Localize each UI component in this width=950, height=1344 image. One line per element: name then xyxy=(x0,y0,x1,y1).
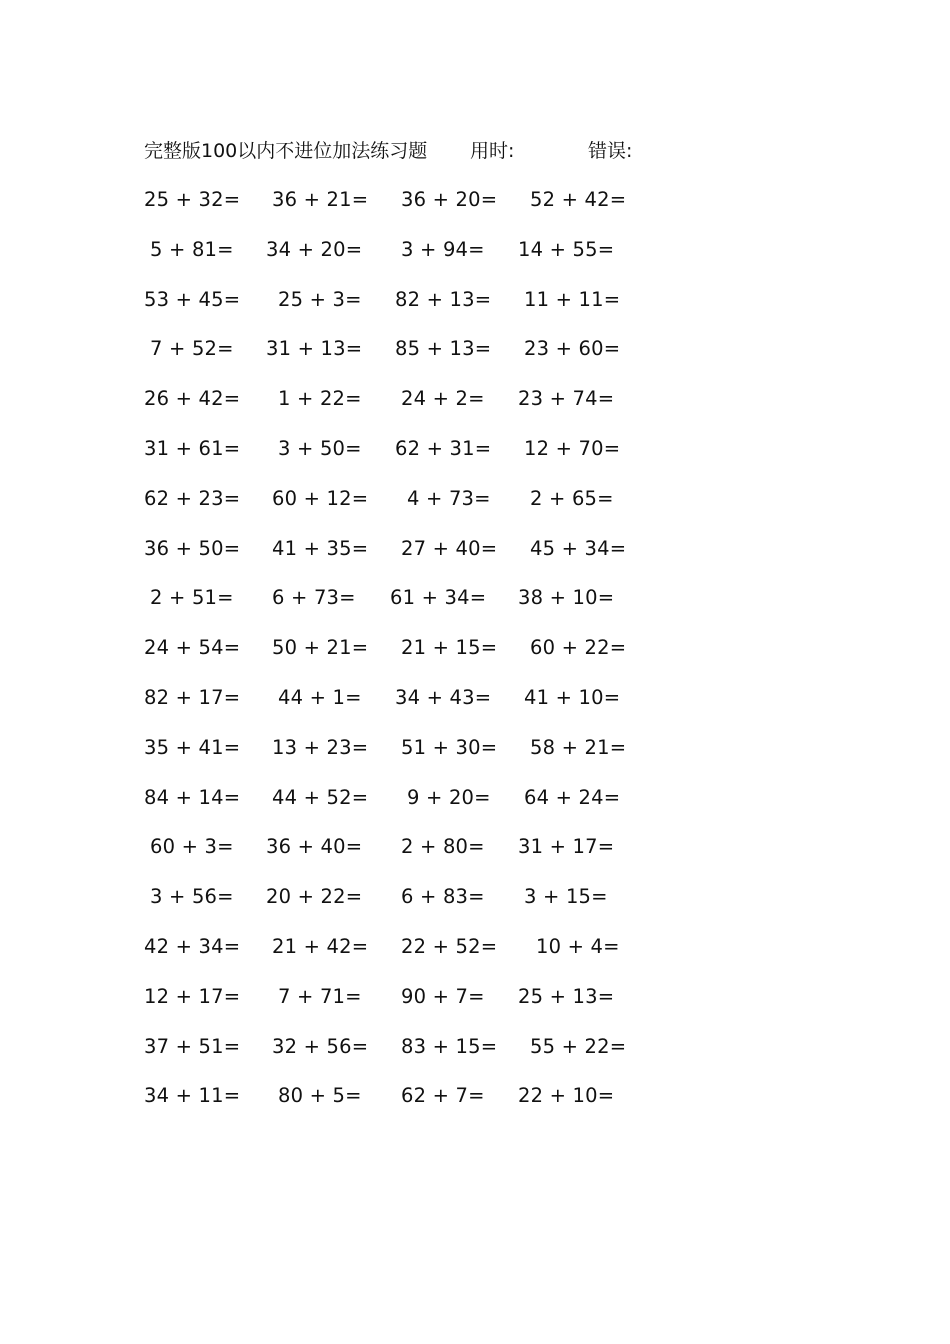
problem-cell: 31 + 13= xyxy=(266,337,363,361)
problem-cell: 50 + 21= xyxy=(272,636,369,660)
problem-row xyxy=(144,183,664,233)
problem-cell: 5 + 81= xyxy=(150,237,234,261)
problem-cell: 60 + 22= xyxy=(530,636,627,660)
time-label: 用时: xyxy=(470,140,515,162)
problem-grid xyxy=(144,183,664,1129)
problem-cell: 6 + 73= xyxy=(272,586,356,610)
problem-cell: 44 + 1= xyxy=(278,685,362,709)
problem-cell: 25 + 3= xyxy=(278,287,362,311)
problem-cell: 24 + 2= xyxy=(401,387,485,411)
problem-cell: 25 + 13= xyxy=(518,984,615,1008)
problem-row xyxy=(144,681,664,731)
problem-cell: 60 + 3= xyxy=(150,835,234,859)
problem-row xyxy=(144,581,664,631)
problem-cell: 62 + 23= xyxy=(144,486,241,510)
problem-cell: 21 + 42= xyxy=(272,934,369,958)
problem-cell: 3 + 94= xyxy=(401,237,485,261)
problem-cell: 21 + 15= xyxy=(401,636,498,660)
problem-cell: 44 + 52= xyxy=(272,785,369,809)
problem-cell: 41 + 10= xyxy=(524,685,621,709)
worksheet-title: 完整版100以内不进位加法练习题 xyxy=(144,140,428,162)
problem-cell: 85 + 13= xyxy=(395,337,492,361)
problem-cell: 36 + 50= xyxy=(144,536,241,560)
problem-cell: 83 + 15= xyxy=(401,1034,498,1058)
problem-cell: 62 + 7= xyxy=(401,1084,485,1108)
problem-cell: 7 + 71= xyxy=(278,984,362,1008)
problem-cell: 90 + 7= xyxy=(401,984,485,1008)
problem-cell: 27 + 40= xyxy=(401,536,498,560)
problem-cell: 2 + 80= xyxy=(401,835,485,859)
problem-cell: 32 + 56= xyxy=(272,1034,369,1058)
problem-row xyxy=(144,332,664,382)
problem-row xyxy=(144,781,664,831)
problem-cell: 37 + 51= xyxy=(144,1034,241,1058)
problem-cell: 31 + 17= xyxy=(518,835,615,859)
problem-cell: 23 + 74= xyxy=(518,387,615,411)
problem-cell: 34 + 20= xyxy=(266,237,363,261)
problem-cell: 25 + 32= xyxy=(144,188,241,211)
problem-cell: 2 + 65= xyxy=(530,486,614,510)
problem-row xyxy=(144,731,664,781)
problem-cell: 12 + 70= xyxy=(524,436,621,460)
problem-cell: 1 + 22= xyxy=(278,387,362,411)
problem-cell: 2 + 51= xyxy=(150,586,234,610)
problem-row xyxy=(144,382,664,432)
problem-cell: 12 + 17= xyxy=(144,984,241,1008)
problem-cell: 7 + 52= xyxy=(150,337,234,361)
problem-row xyxy=(144,1030,664,1080)
problem-cell: 3 + 50= xyxy=(278,436,362,460)
problem-cell: 9 + 20= xyxy=(407,785,491,809)
problem-cell: 36 + 20= xyxy=(401,188,498,211)
problem-cell: 61 + 34= xyxy=(390,586,487,610)
problem-row xyxy=(144,930,664,980)
problem-cell: 52 + 42= xyxy=(530,188,627,211)
problem-cell: 22 + 10= xyxy=(518,1084,615,1108)
problem-cell: 20 + 22= xyxy=(266,885,363,909)
problem-row xyxy=(144,880,664,930)
problem-cell: 35 + 41= xyxy=(144,735,241,759)
problem-cell: 6 + 83= xyxy=(401,885,485,909)
problem-row xyxy=(144,532,664,582)
problem-cell: 53 + 45= xyxy=(144,287,241,311)
problem-row xyxy=(144,830,664,880)
problem-cell: 10 + 4= xyxy=(536,934,620,958)
problem-cell: 34 + 43= xyxy=(395,685,492,709)
problem-cell: 13 + 23= xyxy=(272,735,369,759)
problem-cell: 3 + 15= xyxy=(524,885,608,909)
problem-cell: 45 + 34= xyxy=(530,536,627,560)
problem-cell: 11 + 11= xyxy=(524,287,621,311)
problem-cell: 31 + 61= xyxy=(144,436,241,460)
problem-cell: 3 + 56= xyxy=(150,885,234,909)
problem-cell: 4 + 73= xyxy=(407,486,491,510)
problem-cell: 36 + 21= xyxy=(272,188,369,211)
problem-row xyxy=(144,283,664,333)
problem-cell: 84 + 14= xyxy=(144,785,241,809)
problem-cell: 22 + 52= xyxy=(401,934,498,958)
problem-cell: 82 + 17= xyxy=(144,685,241,709)
problem-cell: 60 + 12= xyxy=(272,486,369,510)
problem-cell: 23 + 60= xyxy=(524,337,621,361)
problem-cell: 14 + 55= xyxy=(518,237,615,261)
problem-cell: 24 + 54= xyxy=(144,636,241,660)
worksheet-header xyxy=(144,136,704,166)
problem-row xyxy=(144,233,664,283)
problem-cell: 64 + 24= xyxy=(524,785,621,809)
problem-row xyxy=(144,432,664,482)
problem-row xyxy=(144,631,664,681)
problem-cell: 82 + 13= xyxy=(395,287,492,311)
problem-row xyxy=(144,980,664,1030)
problem-cell: 62 + 31= xyxy=(395,436,492,460)
problem-row xyxy=(144,482,664,532)
problem-cell: 41 + 35= xyxy=(272,536,369,560)
problem-cell: 58 + 21= xyxy=(530,735,627,759)
problem-cell: 26 + 42= xyxy=(144,387,241,411)
problem-row xyxy=(144,1079,664,1129)
error-label: 错误: xyxy=(588,140,633,162)
problem-cell: 34 + 11= xyxy=(144,1084,241,1108)
problem-cell: 42 + 34= xyxy=(144,934,241,958)
problem-cell: 38 + 10= xyxy=(518,586,615,610)
problem-cell: 51 + 30= xyxy=(401,735,498,759)
problem-cell: 80 + 5= xyxy=(278,1084,362,1108)
problem-cell: 55 + 22= xyxy=(530,1034,627,1058)
problem-cell: 36 + 40= xyxy=(266,835,363,859)
